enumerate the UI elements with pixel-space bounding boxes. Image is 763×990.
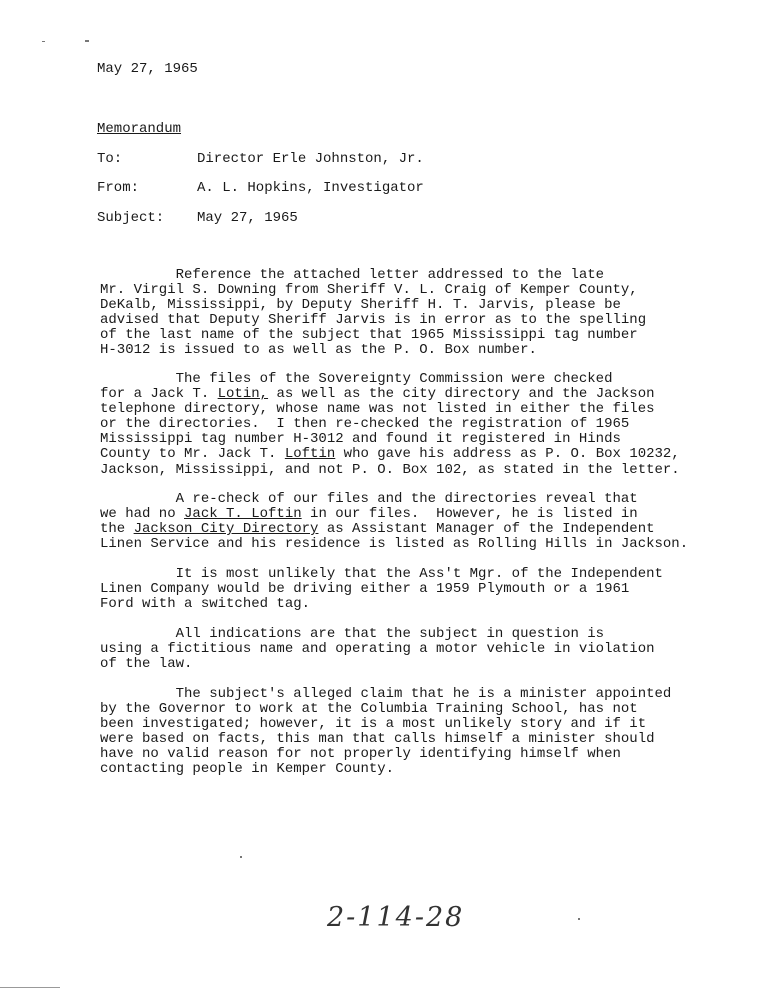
paragraph-2-text: The files of the Sovereignty Commission were checked for a Jack T.: [100, 371, 613, 403]
underlined-directory: Jackson City Directory: [133, 521, 319, 538]
memo-heading: Memorandum: [97, 121, 182, 137]
paragraph-3-text: A re-check of our files and the directories reveal that we had no: [100, 491, 638, 523]
paragraph-6: The subject's alleged claim that he is a minister appointed by the Governor to work at the Columbia Training School, has not been investigated; however, it is a most unlikely story and if it were based on facts, this man that calls himself a minister should have no valid reason for not properly identifying himself when contacting people in Kemper County.: [100, 686, 672, 778]
handwritten-file-number: 2-114-28: [327, 902, 465, 933]
to-value: Director Erle Johnston, Jr.: [197, 151, 424, 167]
from-row: [97, 180, 424, 196]
underlined-loftin: Loftin: [284, 446, 336, 463]
scan-speck: [42, 41, 45, 42]
paragraph-3-text: as Assistant Manager of the Independent Linen Service and his residence is listed as Rolling Hills in Jackson.: [100, 521, 689, 553]
scan-speck: [85, 40, 89, 42]
paragraph-2-text: who gave his address as P. O. Box 10232, Jackson, Mississippi, and not P. O. Box 102, as stated in the letter.: [100, 446, 680, 478]
paragraph-5: All indications are that the subject in question is using a fictitious name and operating a motor vehicle in violation of the law.: [100, 626, 655, 673]
from-label: From:: [97, 180, 140, 196]
subject-row: [97, 210, 298, 226]
memo-date: May 27, 1965: [97, 61, 198, 77]
underlined-lotin: Lotin,: [217, 386, 269, 403]
to-row: [97, 151, 424, 167]
from-value: A. L. Hopkins, Investigator: [197, 180, 424, 196]
paragraph-4: It is most unlikely that the Ass't Mgr. of the Independent Linen Company would be driving either a 1959 Plymouth or a 1961 Ford with a switched tag.: [100, 566, 663, 613]
underlined-name: Jack T. Loftin: [184, 506, 302, 523]
subject-value: May 27, 1965: [197, 210, 298, 226]
bottom-edge-line: [0, 987, 60, 988]
paragraph-3: [100, 492, 740, 552]
paragraph-2: [100, 372, 740, 478]
to-label: To:: [97, 151, 123, 167]
scan-speck: [240, 856, 242, 858]
subject-label: Subject:: [97, 210, 165, 226]
scan-speck: [578, 918, 580, 920]
paragraph-2-text: as well as the city directory and the Jackson telephone directory, whose name was not listed in either the files or the directories. I then re-checked the registration of 1965 Mississippi tag number H-3012 and found it registered in Hinds County to Mr. Jack T.: [100, 386, 655, 463]
paragraph-3-text: in our files. However, he is listed in the: [100, 506, 638, 538]
paragraph-1: Reference the attached letter addressed to the late Mr. Virgil S. Downing from Sheriff V. L. Craig of Kemper County, DeKalb, Mississippi, by Deputy Sheriff H. T. Jarvis, please be advised that Deputy Sheriff Jarvis is in error as to the spelling of the last name of the subject that 1965 Mississippi tag number H-3012 is issued to as well as the P. O. Box number.: [100, 267, 647, 359]
